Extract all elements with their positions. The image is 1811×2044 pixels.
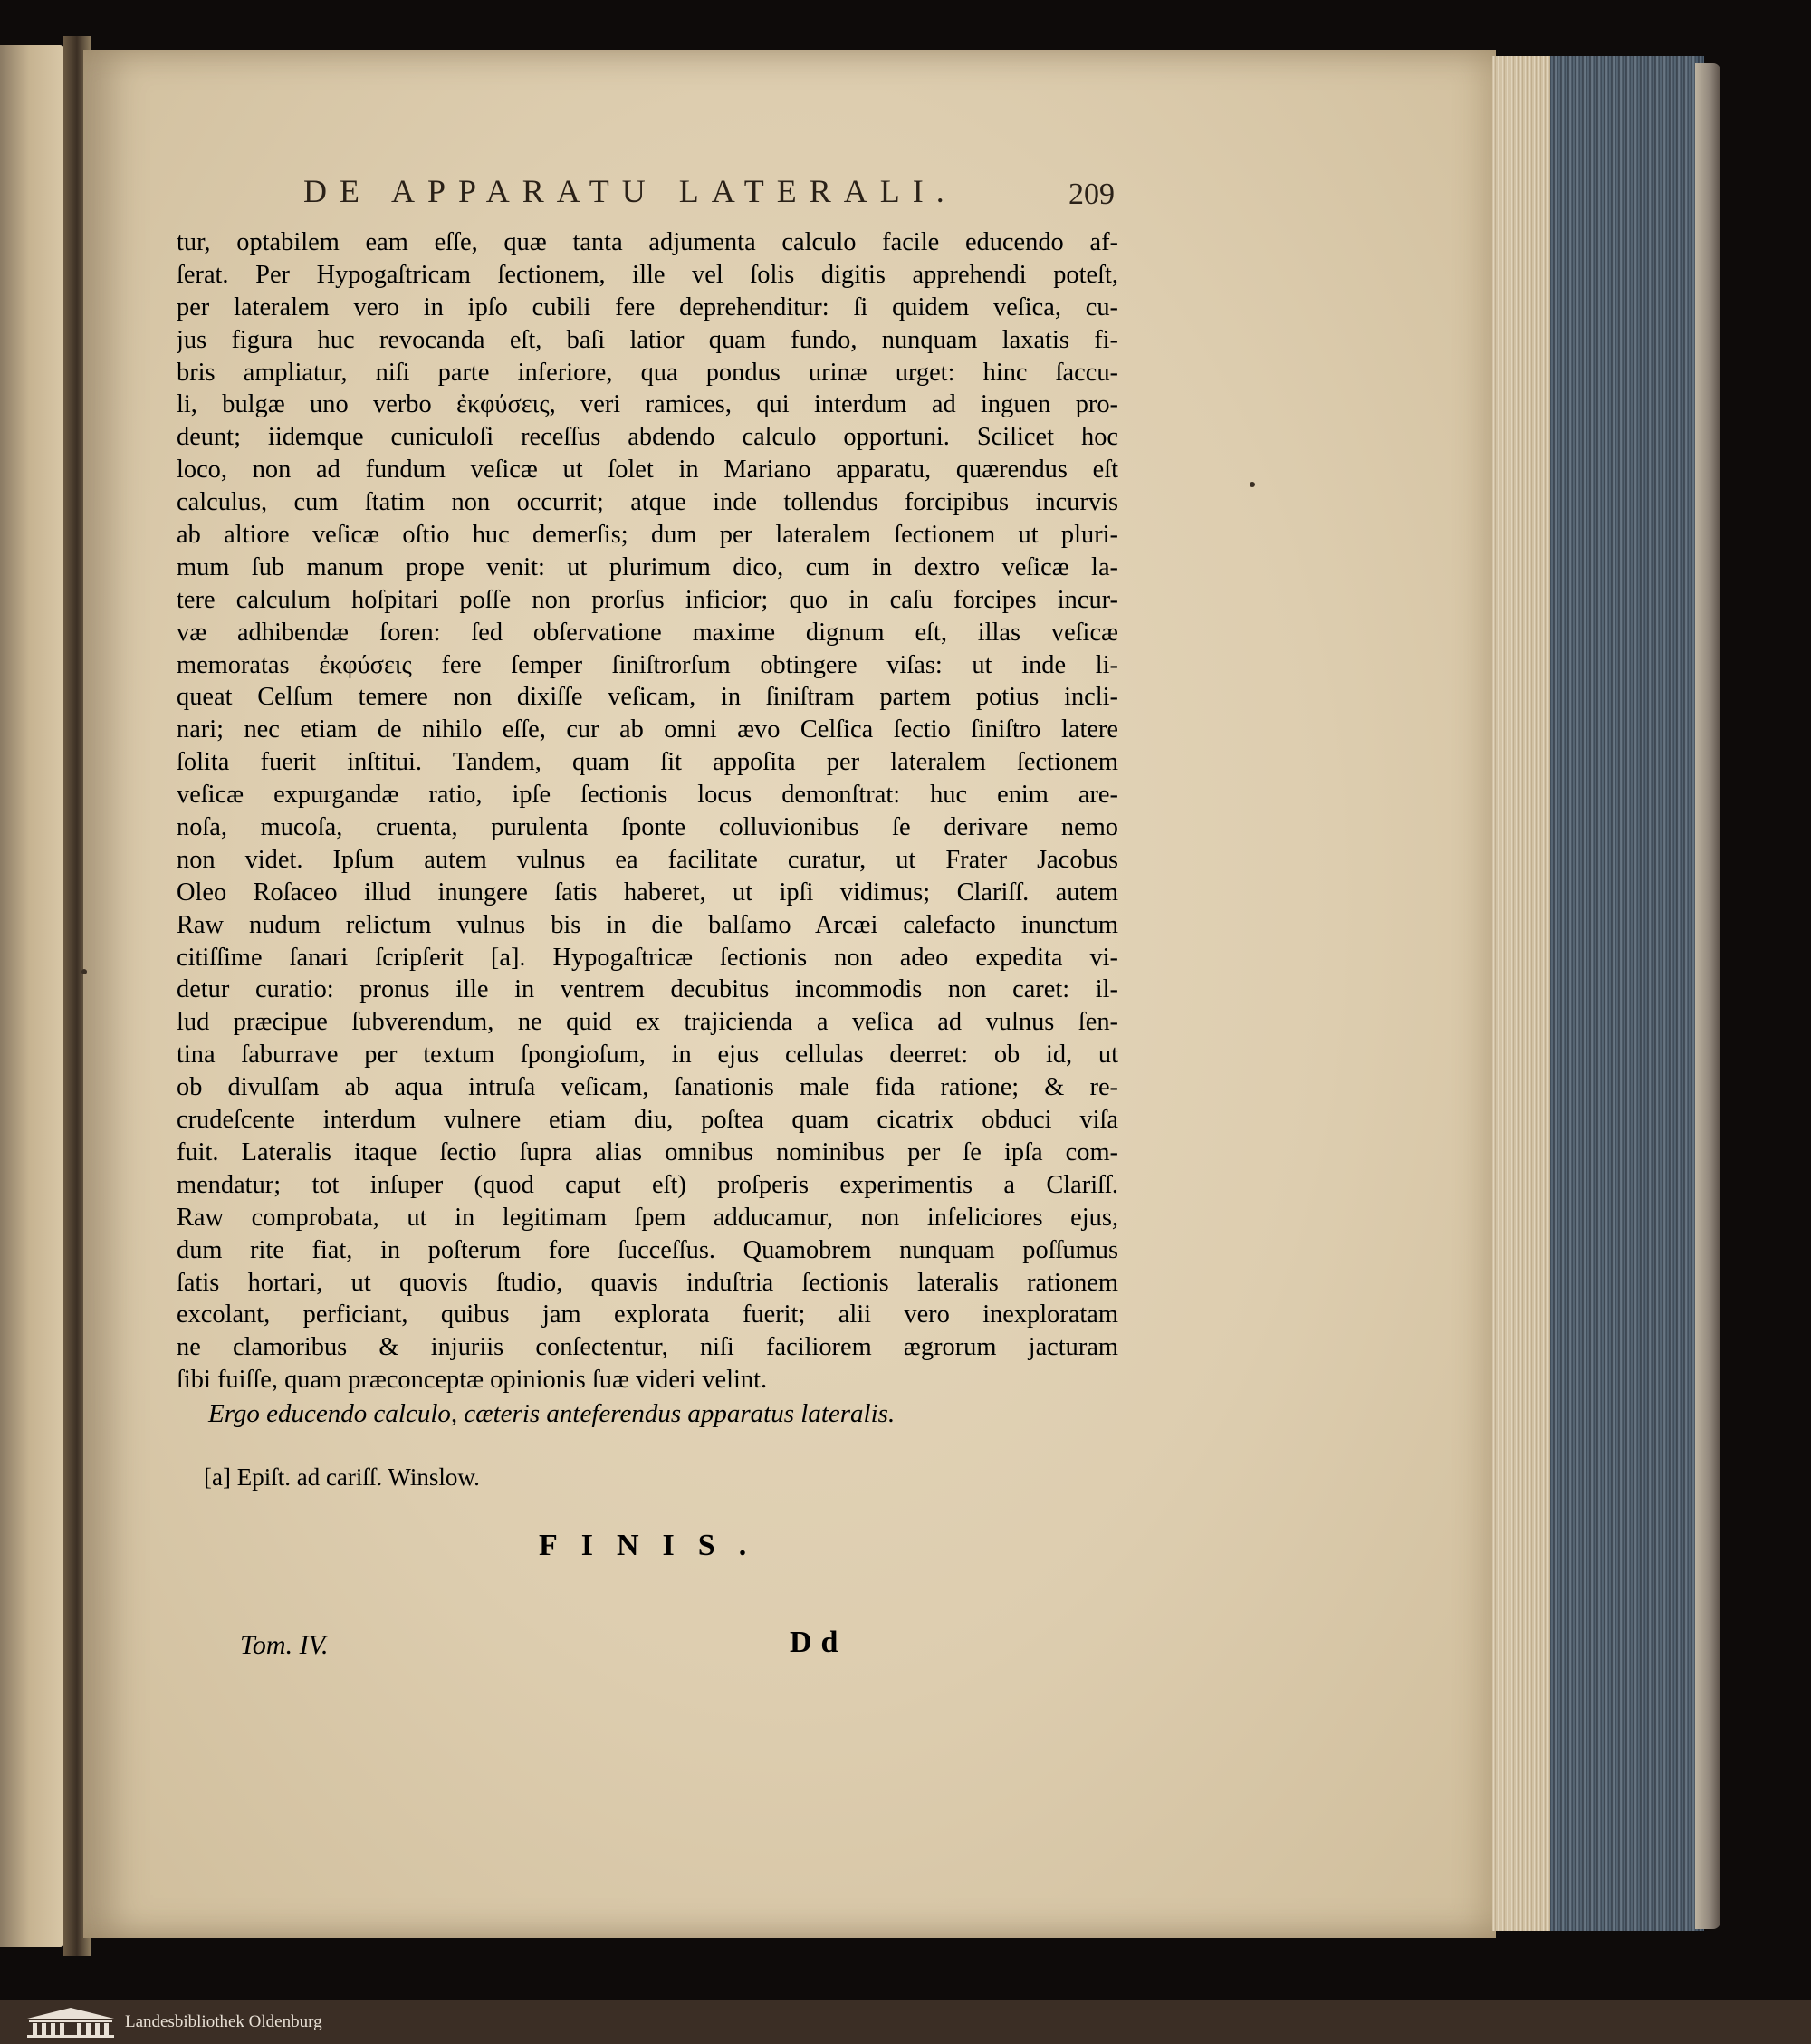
volume-mark: Tom. IV. <box>240 1630 329 1660</box>
text-line: ſibi fuiſſe, quam præconceptæ opinionis ſuæ videri velint. <box>177 1366 768 1395</box>
text-line: lud præcipue ſubverendum, ne quid ex trajicienda a veſica ad vulnus ſen- <box>177 1008 1118 1037</box>
footer-bar <box>0 2000 1811 2044</box>
text-line: mendatur; tot inſuper (quod caput eſt) proſperis experimentis a Clariſſ. <box>177 1170 1118 1199</box>
text-line: detur curatio: pronus ille in ventrem decubitus incommodis non caret: il- <box>177 975 1118 1004</box>
speck <box>81 969 87 974</box>
finis-heading: FINIS. <box>539 1529 771 1562</box>
text-line: memoratas ἐκφύσεις fere ſemper ſiniſtrorſum obtingere viſas: ut inde li- <box>177 650 1118 679</box>
text-line: deunt; iidemque cuniculoſi receſſus abdendo calculo opportuni. Scilicet hoc <box>177 423 1118 452</box>
text-line: ob divulſam ab aqua intruſa veſicam, ſanationis male fida ratione; & re- <box>177 1073 1118 1102</box>
text-line: non videt. Ipſum autem vulnus ea facilitate curatur, ut Frater Jacobus <box>177 845 1118 874</box>
text-line: ſatis hortari, ut quovis ſtudio, quavis induſtria ſectionis lateralis rationem <box>177 1268 1118 1297</box>
library-building-icon <box>25 2006 116 2039</box>
text-line: Oleo Roſaceo illud inungere ſatis haberet, ut ipſi vidimus; Clariſſ. autem <box>177 878 1118 907</box>
text-line: mum ſub manum prope venit: ut plurimum dico, cum in dextro veſicæ la- <box>177 552 1118 581</box>
left-page-edge <box>0 45 65 1947</box>
text-line: queat Celſum temere non dixiſſe veſicam, in ſiniſtram partem potius incli- <box>177 683 1118 712</box>
text-line: ſolita fuerit inſtitui. Tandem, quam ſit appoſita per lateralem ſectionem <box>177 748 1118 777</box>
text-line: ne clamoribus & injuriis conſectentur, niſi faciliorem ægrorum jacturam <box>177 1333 1118 1362</box>
text-line: tere calculum hoſpitari poſſe non prorſus inficior; quo in caſu forcipes incur- <box>177 585 1118 614</box>
text-line: noſa, mucoſa, cruenta, purulenta ſponte colluvionibus ſe derivare nemo <box>177 813 1118 842</box>
text-line: fuit. Lateralis itaque ſectio ſupra alias omnibus nominibus per ſe ipſa com- <box>177 1137 1118 1166</box>
text-line: excolant, perficiant, quibus jam explorata fuerit; alii vero inexploratam <box>177 1300 1118 1329</box>
running-head: DE APPARATU LATERALI. <box>303 173 957 209</box>
text-line: ſerat. Per Hypogaſtricam ſectionem, ille vel ſolis digitis apprehendi poteſt, <box>177 260 1118 289</box>
text-line: nari; nec etiam de nihilo eſſe, cur ab omni ævo Celſica ſectio ſiniſtro latere <box>177 715 1118 744</box>
text-line: ab altiore veſicæ oſtio huc demerſis; dum per lateralem ſectionem ut pluri- <box>177 521 1118 550</box>
signature-mark: Dd <box>790 1626 848 1659</box>
text-line: loco, non ad fundum veſicæ ut ſolet in Mariano apparatu, quærendus eſt <box>177 456 1118 485</box>
page-block-colored-edge <box>1550 56 1704 1931</box>
body-text <box>177 226 1118 1396</box>
footer-institution: Landesbibliothek Oldenburg <box>125 2011 322 2031</box>
conclusion-line: Ergo educendo calculo, cæteris anteferendus apparatus lateralis. <box>208 1399 896 1428</box>
book-cover-edge <box>1695 63 1720 1929</box>
page-number: 209 <box>1068 178 1115 211</box>
text-line: væ adhibendæ foren: ſed obſervatione maxime dignum eſt, illas veſicæ <box>177 618 1118 647</box>
text-line: jus figura huc revocanda eſt, baſi latior quam fundo, nunquam laxatis fi- <box>177 325 1118 354</box>
text-line: Raw comprobata, ut in legitimam ſpem adducamur, non infeliciores ejus, <box>177 1203 1118 1232</box>
speck <box>1250 482 1255 487</box>
text-line: dum rite fiat, in poſterum fore ſucceſſus. Quamobrem nunquam poſſumus <box>177 1235 1118 1264</box>
text-line: citiſſime ſanari ſcripſerit [a]. Hypogaſtricæ ſectionis non adeo expedita vi- <box>177 943 1118 972</box>
footnote: [a] Epiſt. ad cariſſ. Winslow. <box>204 1463 480 1491</box>
text-line: tina ſaburrave per textum ſpongioſum, in ejus cellulas deerret: ob id, ut <box>177 1041 1118 1070</box>
text-line: crudeſcente interdum vulnere etiam diu, poſtea quam cicatrix obduci viſa <box>177 1106 1118 1135</box>
text-line: tur, optabilem eam eſſe, quæ tanta adjumenta calculo facile educendo af- <box>177 228 1118 256</box>
text-line: per lateralem vero in ipſo cubili fere deprehenditur: ſi quidem veſica, cu- <box>177 293 1118 321</box>
text-line: veſicæ expurgandæ ratio, ipſe ſectionis locus demonſtrat: huc enim are- <box>177 781 1118 810</box>
text-line: li, bulgæ uno verbo ἐκφύσεις, veri ramices, qui interdum ad inguen pro- <box>177 390 1118 419</box>
text-line: bris ampliatur, niſi parte inferiore, qua pondus urinæ urget: hinc ſaccu- <box>177 358 1118 387</box>
text-line: calculus, cum ſtatim non occurrit; atque inde tollendus forcipibus incurvis <box>177 488 1118 517</box>
text-line: Raw nudum relictum vulnus bis in die balſamo Arcæi calefacto inunctum <box>177 910 1118 939</box>
